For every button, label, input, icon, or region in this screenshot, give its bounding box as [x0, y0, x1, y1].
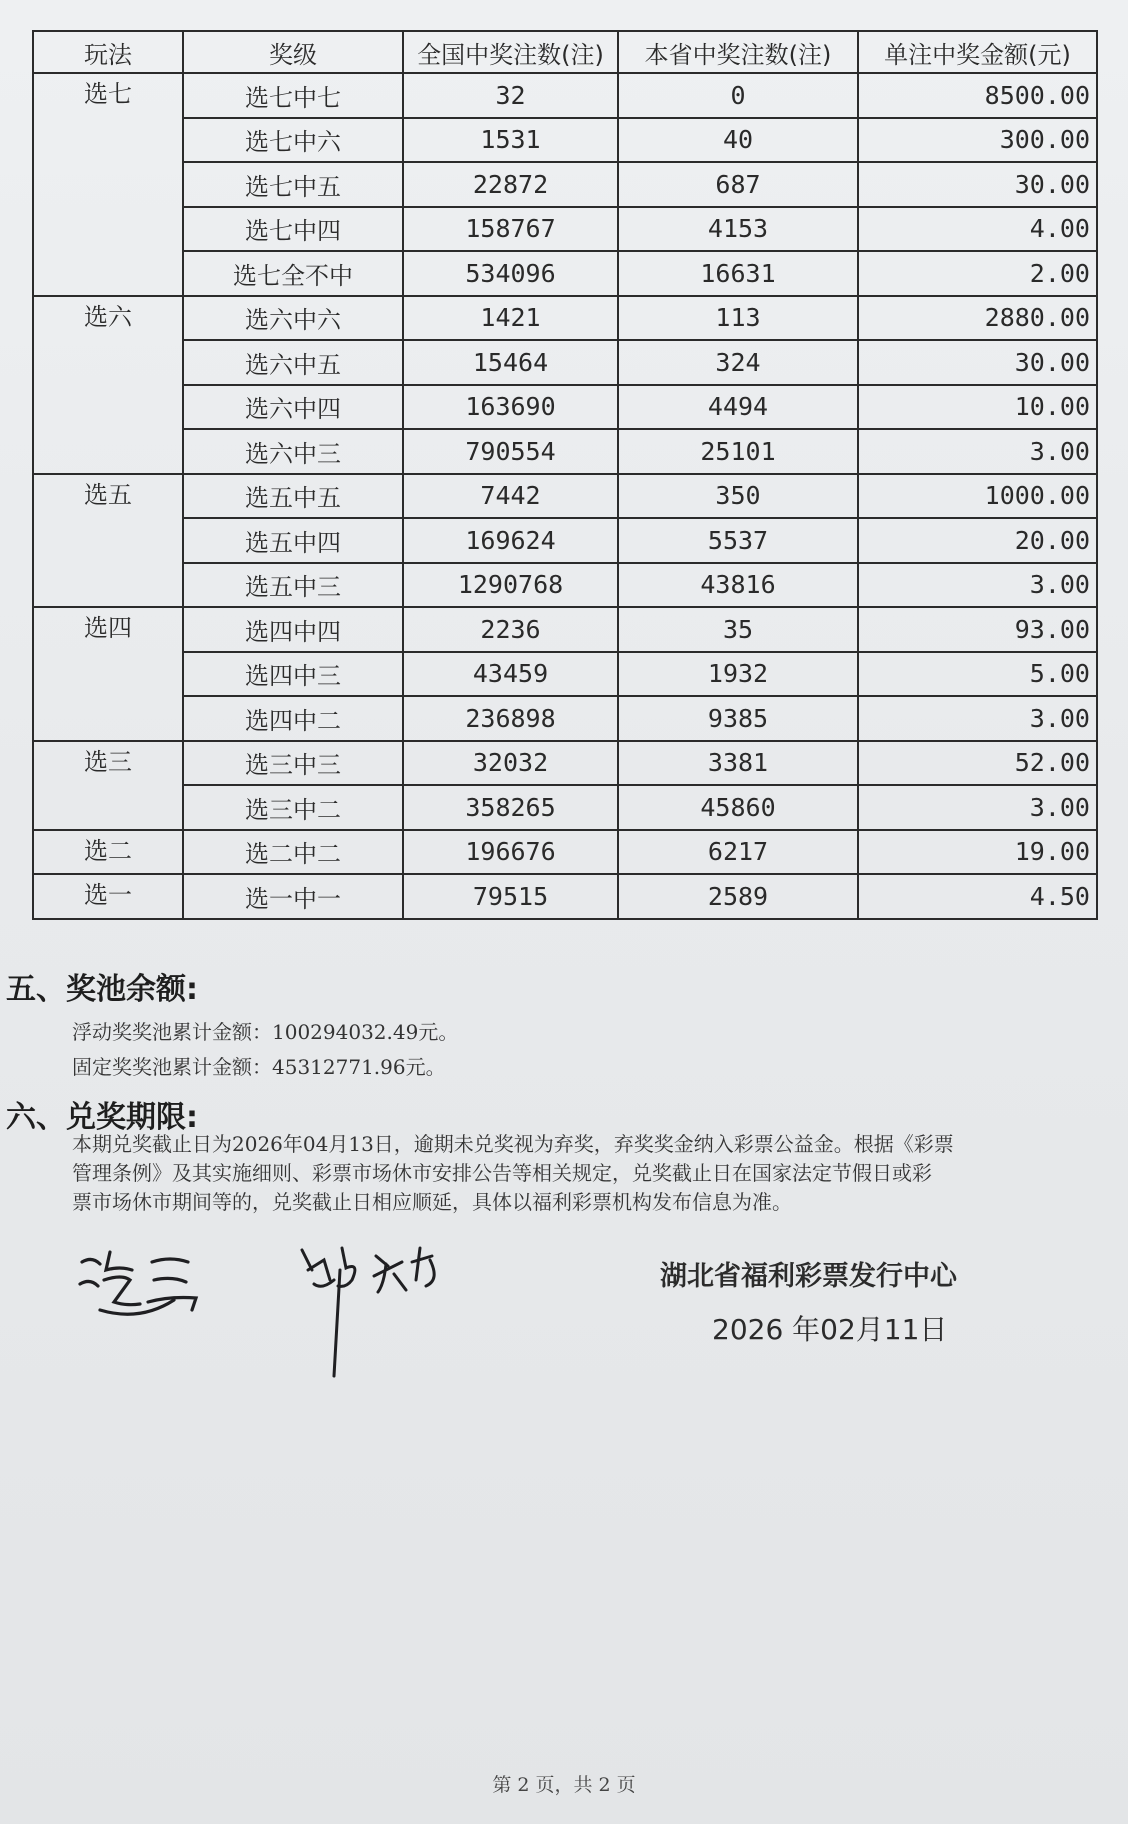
prize-amount-cell: 52.00 [858, 741, 1097, 786]
table-row [33, 874, 1097, 919]
prize-amount-cell: 10.00 [858, 385, 1097, 430]
national-count-cell: 1421 [403, 296, 618, 341]
table-row [33, 696, 1097, 741]
play-type-cell: 选五 [33, 474, 183, 608]
province-count-cell: 40 [618, 118, 858, 163]
table-row [33, 785, 1097, 830]
prize-amount-cell: 4.00 [858, 207, 1097, 252]
prize-level-cell: 选四中四 [183, 607, 403, 652]
play-type-cell: 选七 [33, 73, 183, 296]
table-row [33, 162, 1097, 207]
prize-table [32, 30, 1098, 920]
pool-section-title: 五、奖池余额: [6, 972, 198, 1007]
signature-2 [290, 1240, 470, 1380]
prize-amount-cell: 2880.00 [858, 296, 1097, 341]
province-count-cell: 35 [618, 607, 858, 652]
province-count-cell: 350 [618, 474, 858, 519]
prize-level-cell: 选七中七 [183, 73, 403, 118]
national-count-cell: 158767 [403, 207, 618, 252]
prize-amount-cell: 5.00 [858, 652, 1097, 697]
play-type-cell: 选一 [33, 874, 183, 919]
prize-level-cell: 选六中五 [183, 340, 403, 385]
table-body [33, 73, 1097, 919]
province-count-cell: 1932 [618, 652, 858, 697]
prize-amount-cell: 8500.00 [858, 73, 1097, 118]
table-row [33, 652, 1097, 697]
province-count-cell: 2589 [618, 874, 858, 919]
prize-amount-cell: 30.00 [858, 162, 1097, 207]
province-count-cell: 324 [618, 340, 858, 385]
national-count-cell: 534096 [403, 251, 618, 296]
national-count-cell: 196676 [403, 830, 618, 875]
prize-amount-cell: 3.00 [858, 429, 1097, 474]
national-count-cell: 2236 [403, 607, 618, 652]
header-prize-amount: 单注中奖金额(元) [858, 31, 1097, 73]
prize-amount-cell: 4.50 [858, 874, 1097, 919]
province-count-cell: 4153 [618, 207, 858, 252]
header-level: 奖级 [183, 31, 403, 73]
national-count-cell: 79515 [403, 874, 618, 919]
province-count-cell: 43816 [618, 563, 858, 608]
national-count-cell: 358265 [403, 785, 618, 830]
national-count-cell: 15464 [403, 340, 618, 385]
prize-level-cell: 选三中三 [183, 741, 403, 786]
prize-amount-cell: 19.00 [858, 830, 1097, 875]
header-national-count: 全国中奖注数(注) [403, 31, 618, 73]
province-count-cell: 3381 [618, 741, 858, 786]
table-row [33, 73, 1097, 118]
table-row [33, 830, 1097, 875]
table-row [33, 296, 1097, 341]
national-count-cell: 32032 [403, 741, 618, 786]
deadline-line: 票市场休市期间等的，兑奖截止日相应顺延，具体以福利彩票机构发布信息为准。 [72, 1190, 792, 1214]
national-count-cell: 163690 [403, 385, 618, 430]
national-count-cell: 22872 [403, 162, 618, 207]
prize-amount-cell: 3.00 [858, 563, 1097, 608]
table-row [33, 429, 1097, 474]
province-count-cell: 45860 [618, 785, 858, 830]
table-row [33, 385, 1097, 430]
prize-amount-cell: 2.00 [858, 251, 1097, 296]
deadline-line: 管理条例》及其实施细则、彩票市场休市安排公告等相关规定，兑奖截止日在国家法定节假日或彩 [72, 1161, 932, 1185]
table-row [33, 741, 1097, 786]
national-count-cell: 32 [403, 73, 618, 118]
province-count-cell: 16631 [618, 251, 858, 296]
province-count-cell: 9385 [618, 696, 858, 741]
header-play: 玩法 [33, 31, 183, 73]
issue-date: 2026 年02月11日 [712, 1313, 948, 1346]
table-row [33, 607, 1097, 652]
header-province-count: 本省中奖注数(注) [618, 31, 858, 73]
prize-level-cell: 选四中二 [183, 696, 403, 741]
prize-amount-cell: 1000.00 [858, 474, 1097, 519]
issuer-name: 湖北省福利彩票发行中心 [660, 1261, 957, 1292]
table-row [33, 251, 1097, 296]
province-count-cell: 6217 [618, 830, 858, 875]
play-type-cell: 选二 [33, 830, 183, 875]
province-count-cell: 4494 [618, 385, 858, 430]
table-row [33, 207, 1097, 252]
national-count-cell: 7442 [403, 474, 618, 519]
play-type-cell: 选四 [33, 607, 183, 741]
table-header-row [33, 31, 1097, 73]
table-row [33, 474, 1097, 519]
deadline-line: 本期兑奖截止日为2026年04月13日，逾期未兑奖视为弃奖，弃奖奖金纳入彩票公益金。根据《彩票 [72, 1132, 954, 1156]
province-count-cell: 0 [618, 73, 858, 118]
province-count-cell: 5537 [618, 518, 858, 563]
table-row [33, 563, 1097, 608]
play-type-cell: 选六 [33, 296, 183, 474]
fixed-pool-line: 固定奖奖池累计金额：45312771.96元。 [72, 1055, 446, 1079]
table-row [33, 340, 1097, 385]
prize-level-cell: 选二中二 [183, 830, 403, 875]
prize-level-cell: 选五中四 [183, 518, 403, 563]
prize-level-cell: 选七全不中 [183, 251, 403, 296]
floating-pool-line: 浮动奖奖池累计金额：100294032.49元。 [72, 1020, 459, 1044]
prize-amount-cell: 30.00 [858, 340, 1097, 385]
table-row [33, 518, 1097, 563]
prize-level-cell: 选七中六 [183, 118, 403, 163]
national-count-cell: 236898 [403, 696, 618, 741]
national-count-cell: 43459 [403, 652, 618, 697]
province-count-cell: 687 [618, 162, 858, 207]
prize-amount-cell: 3.00 [858, 696, 1097, 741]
signature-1 [70, 1240, 220, 1330]
deadline-section-title: 六、兑奖期限: [6, 1100, 198, 1135]
prize-level-cell: 选六中六 [183, 296, 403, 341]
national-count-cell: 1290768 [403, 563, 618, 608]
national-count-cell: 1531 [403, 118, 618, 163]
page-footer: 第 2 页，共 2 页 [492, 1774, 636, 1796]
prize-level-cell: 选五中五 [183, 474, 403, 519]
prize-level-cell: 选七中四 [183, 207, 403, 252]
deadline-paragraph [72, 1130, 1052, 1217]
national-count-cell: 169624 [403, 518, 618, 563]
prize-level-cell: 选三中二 [183, 785, 403, 830]
prize-level-cell: 选六中四 [183, 385, 403, 430]
prize-amount-cell: 3.00 [858, 785, 1097, 830]
national-count-cell: 790554 [403, 429, 618, 474]
prize-level-cell: 选一中一 [183, 874, 403, 919]
prize-level-cell: 选五中三 [183, 563, 403, 608]
prize-level-cell: 选四中三 [183, 652, 403, 697]
prize-level-cell: 选六中三 [183, 429, 403, 474]
prize-level-cell: 选七中五 [183, 162, 403, 207]
prize-amount-cell: 300.00 [858, 118, 1097, 163]
prize-amount-cell: 20.00 [858, 518, 1097, 563]
table-row [33, 118, 1097, 163]
province-count-cell: 25101 [618, 429, 858, 474]
prize-amount-cell: 93.00 [858, 607, 1097, 652]
play-type-cell: 选三 [33, 741, 183, 830]
province-count-cell: 113 [618, 296, 858, 341]
